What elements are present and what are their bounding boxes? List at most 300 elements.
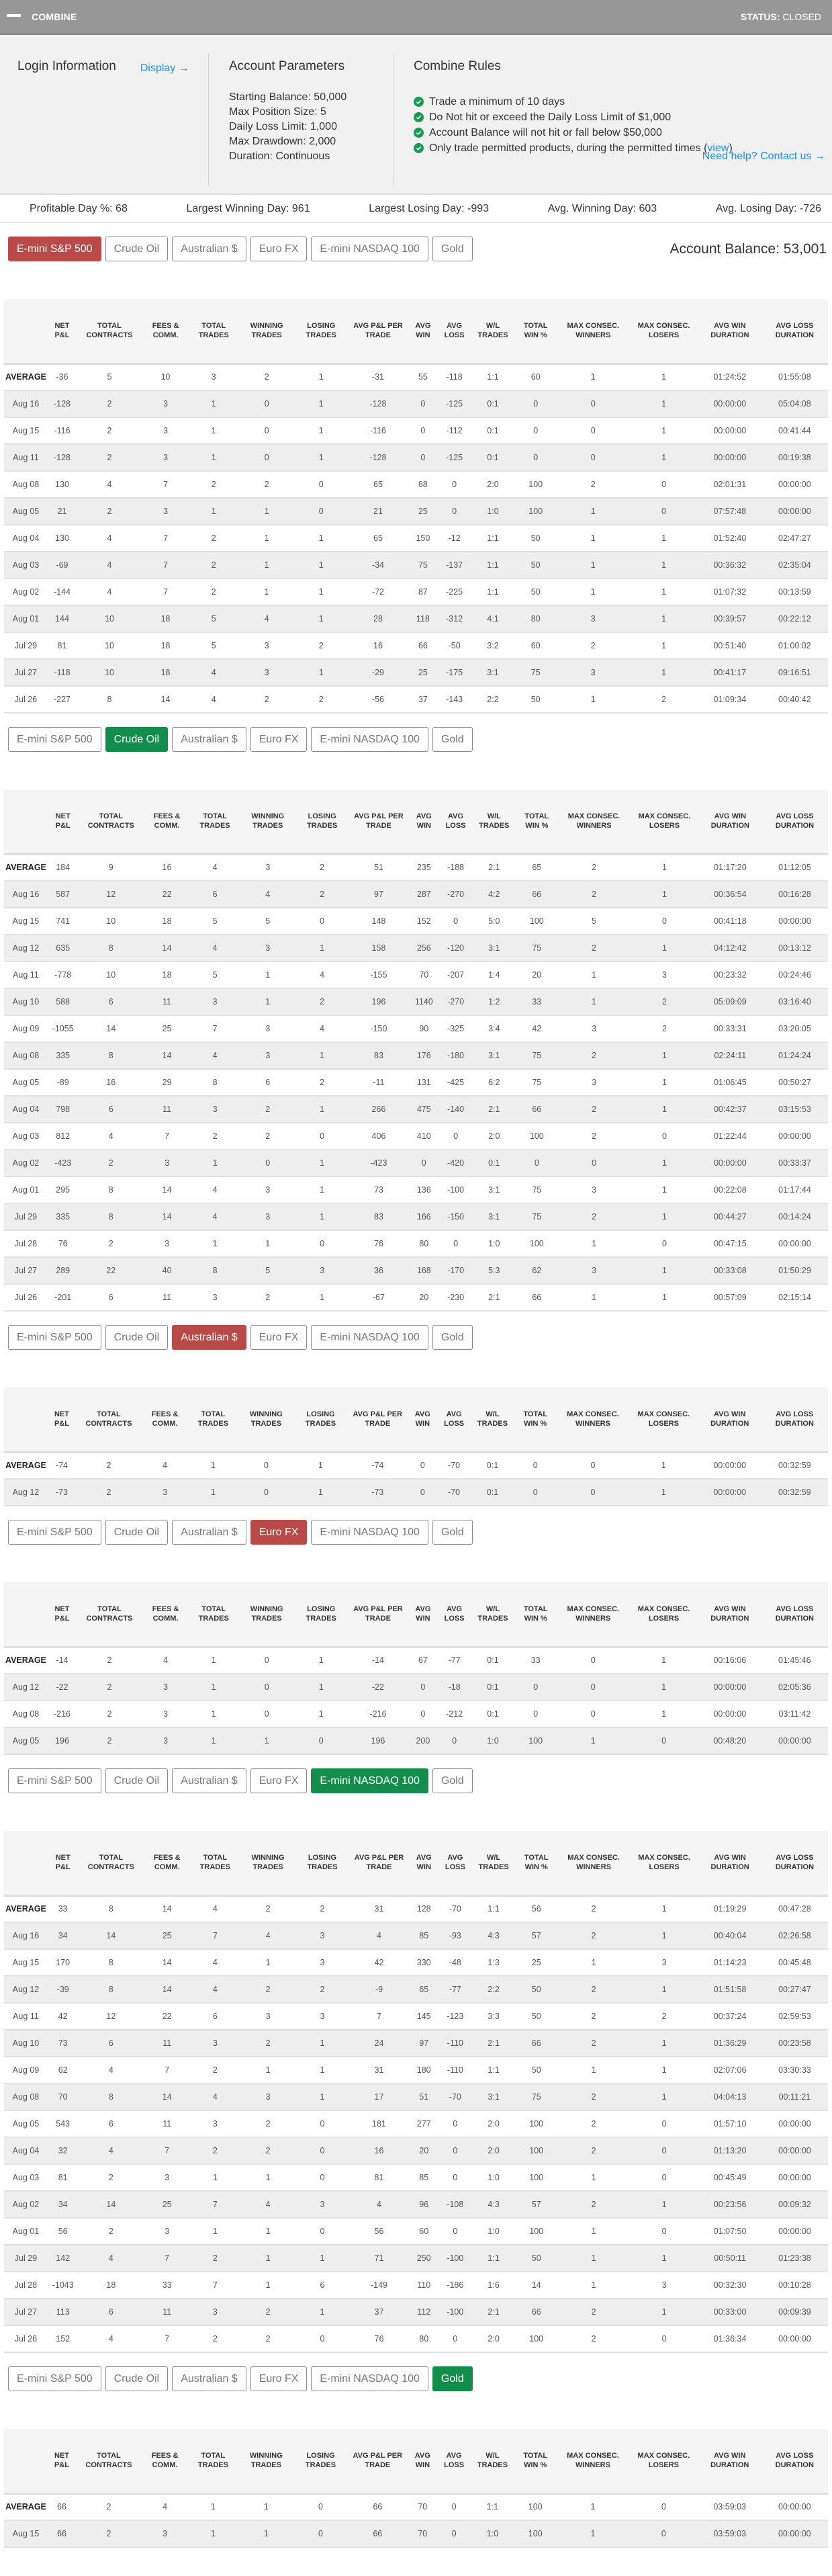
table-cell: 8 [78,1176,144,1203]
table-cell: 14 [144,1895,190,1922]
tab-e-mini-nasdaq-100[interactable]: E-mini NASDAQ 100 [311,237,428,261]
table-cell: 4 [190,1176,240,1203]
column-header: AVG WIN DURATION [710,1410,749,1428]
tab-euro-fx[interactable]: Euro FX [250,1520,308,1545]
table-cell: 142 [48,2245,79,2272]
table-cell: 0 [514,1701,557,1727]
combine-title: COMBINE [32,11,77,22]
tab-e-mini-nasdaq-100[interactable]: E-mini NASDAQ 100 [311,1768,428,1793]
table-cell: 18 [144,908,190,935]
table-cell: 128 [410,1895,438,1922]
column-header: AVG WIN DURATION [710,812,749,830]
table-cell: 0 [438,908,473,935]
tab-euro-fx[interactable]: Euro FX [250,2366,308,2391]
column-header: AVG WIN [414,1410,430,1428]
table-cell: 4:1 [471,605,514,632]
table-cell: 70 [409,961,438,988]
table-cell: 2 [76,1479,142,1506]
table-cell: 4:2 [473,881,516,908]
table-cell: 1 [630,2245,699,2272]
table-cell: 00:41:18 [699,908,761,935]
table-cell: 60 [410,2218,438,2245]
tab-e-mini-s-p-500[interactable]: E-mini S&P 500 [8,727,101,752]
tab-euro-fx[interactable]: Euro FX [250,1768,308,1793]
table-cell: 6 [296,2272,349,2299]
table-cell: 03:59:03 [698,2493,761,2520]
tab-euro-fx[interactable]: Euro FX [250,727,308,752]
table-cell: 4 [296,1015,349,1042]
tab-e-mini-s-p-500[interactable]: E-mini S&P 500 [8,1768,101,1793]
table-cell: 1 [188,2520,238,2547]
table-cell: 2:0 [472,2325,515,2352]
table-cell: 3 [144,2164,190,2191]
table-cell: 96 [410,2191,438,2218]
account-balance: Account Balance: 53,001 [669,241,827,257]
tab-crude-oil[interactable]: Crude Oil [105,1520,169,1545]
column-header: TOTAL CONTRACTS [86,322,133,340]
row-label: Aug 15 [4,2520,48,2547]
table-cell: 00:00:00 [761,2164,828,2191]
table-cell: 1 [295,552,347,578]
table-cell: 11 [144,2299,190,2325]
column-header: AVG WIN [415,1605,431,1623]
table-row [4,1701,828,1727]
table-cell: 406 [349,1123,410,1150]
table-cell: 6 [79,2030,144,2057]
table-cell: 4 [79,2057,144,2084]
column-header: W/L TRADES [477,322,508,340]
tab-e-mini-nasdaq-100[interactable]: E-mini NASDAQ 100 [311,1520,428,1545]
table-cell: 2 [296,1069,349,1096]
table-cell: 00:23:56 [698,2191,761,2218]
table-cell: 2 [190,2325,240,2352]
tab-e-mini-s-p-500[interactable]: E-mini S&P 500 [8,1325,101,1350]
table-cell: 01:17:44 [761,1176,828,1203]
table-cell: 0 [409,444,438,471]
table-cell: 76 [349,2325,410,2352]
table-row [4,1257,828,1284]
table-cell: 588 [48,988,79,1015]
table-cell: 14 [144,1042,190,1069]
tab-australian[interactable]: Australian $ [172,237,246,261]
tab-euro-fx[interactable]: Euro FX [250,1325,308,1350]
table-cell: 4 [79,2245,144,2272]
tab-crude-oil[interactable]: Crude Oil [105,1768,169,1793]
table-cell: 0 [438,1230,473,1257]
table-cell: 144 [48,605,77,632]
table-cell: -50 [437,632,471,659]
table-cell: 2 [557,632,629,659]
tab-crude-oil[interactable]: Crude Oil [105,727,169,752]
column-header: FEES & COMM. [151,2452,179,2470]
table-cell: 295 [48,1176,79,1203]
table-cell: 166 [409,1203,438,1230]
table-cell: -175 [437,659,471,686]
table-cell: 2 [76,1452,142,1479]
table-cell: 11 [144,1284,190,1311]
login-information-title: Login Information [17,59,116,73]
table-cell: 00:47:28 [761,1895,828,1922]
column-header: TOTAL CONTRACTS [87,1854,134,1872]
table-cell: 1 [558,1230,630,1257]
row-label: Aug 15 [4,1949,48,1976]
table-cell: -74 [347,1452,408,1479]
tab-crude-oil[interactable]: Crude Oil [105,2366,169,2391]
table-cell: 0 [238,390,295,417]
table-row [4,1479,828,1506]
table-cell: 3 [142,2520,188,2547]
table-cell: 2 [238,363,295,390]
table-cell: 2 [190,1123,240,1150]
tab-australian[interactable]: Australian $ [172,727,246,752]
column-header: MAX CONSEC. WINNERS [567,1854,620,1872]
table-cell: -270 [438,881,473,908]
collapse-minus-icon[interactable] [7,14,21,17]
column-header: LOSING TRADES [306,812,338,830]
table-cell: 75 [516,1203,558,1230]
table-cell: 2 [558,1123,630,1150]
table-cell: 80 [514,605,557,632]
table-cell: 66 [48,2520,76,2547]
table-cell: 0 [409,1674,438,1701]
table-cell: 1 [296,1203,349,1230]
table-cell: 4 [77,552,142,578]
tab-euro-fx[interactable]: Euro FX [250,237,308,261]
table-cell: 03:11:42 [761,1701,828,1727]
tab-crude-oil[interactable]: Crude Oil [105,1325,169,1350]
tab-e-mini-s-p-500[interactable]: E-mini S&P 500 [8,1520,101,1545]
display-login-link[interactable]: Display → [140,62,189,74]
table-cell: 8 [78,935,144,961]
table-cell: 4 [79,2137,144,2164]
product-stats-table [4,1831,828,2353]
table-cell: 1 [296,1176,349,1203]
column-header: TOTAL TRADES [199,1854,230,1872]
table-cell: 1 [295,1674,347,1701]
table-cell: 7 [142,471,189,498]
table-cell: 0 [409,1150,438,1176]
table-cell: 01:36:34 [698,2325,761,2352]
table-cell: 00:00:00 [761,471,828,498]
table-cell: 0 [557,417,629,444]
table-cell: 148 [349,908,410,935]
table-cell: 6 [78,988,144,1015]
table-cell: 01:13:20 [698,2137,761,2164]
table-cell: 00:09:32 [761,2191,828,2218]
table-cell: 1 [240,2218,296,2245]
table-cell: 55 [409,363,438,390]
table-cell: 110 [410,2272,438,2299]
table-cell: -225 [437,578,471,605]
table-cell: 5:0 [473,908,516,935]
table-header-row [4,1582,828,1647]
table-cell: 1 [629,1647,698,1674]
table-cell: 1 [557,2272,629,2299]
table-cell: 4 [189,686,238,713]
row-label: Aug 05 [4,1727,48,1754]
table-cell: 67 [409,1647,438,1674]
table-cell: 587 [48,881,79,908]
table-cell: 1 [295,659,347,686]
table-cell: 180 [410,2057,438,2084]
table-cell: 0 [295,498,347,525]
tab-e-mini-s-p-500[interactable]: E-mini S&P 500 [8,2366,101,2391]
table-cell: 50 [515,2057,557,2084]
row-label: Aug 04 [4,2137,48,2164]
table-cell: 2:2 [472,1976,515,2003]
table-cell: 1 [557,525,629,552]
table-cell: 0 [408,1479,437,1506]
table-cell: 1 [296,1284,349,1311]
table-cell: 1 [240,2272,296,2299]
column-header: FEES & COMM. [152,322,179,340]
table-cell: 02:07:06 [698,2057,761,2084]
column-header: TOTAL WIN % [524,1854,549,1872]
table-cell: 33 [516,988,558,1015]
table-cell: 4 [190,935,240,961]
table-cell: -140 [438,1096,473,1123]
table-cell: 22 [144,881,190,908]
table-cell: -123 [438,2003,473,2030]
table-cell: 0 [514,1452,557,1479]
product-tabs-row [4,2353,828,2391]
table-cell: 1 [630,1895,699,1922]
table-cell: 0 [296,908,349,935]
table-cell: 00:19:38 [761,444,828,471]
table-cell: 00:00:00 [698,1674,761,1701]
table-cell: 2 [558,1096,630,1123]
table-cell: 00:00:00 [761,1123,828,1150]
table-cell: 2 [557,2325,629,2352]
table-cell: 1:1 [471,525,514,552]
table-cell: -11 [349,1069,410,1096]
table-cell: 00:32:59 [761,1479,828,1506]
table-cell: 3 [630,2272,699,2299]
column-header: FEES & COMM. [152,1605,179,1623]
table-row [4,390,828,417]
table-cell: 1 [189,1727,238,1754]
table-cell: 1 [630,1284,698,1311]
contact-us-link[interactable]: Need help? Contact us → [702,151,825,162]
table-cell: 4:3 [472,2191,515,2218]
table-cell: 181 [349,2110,410,2137]
row-label: Jul 29 [4,2245,48,2272]
column-header: NET P&L [54,322,70,340]
table-cell: 00:00:00 [761,1230,828,1257]
table-cell: 3 [240,854,296,881]
column-header: W/L TRADES [479,812,510,830]
table-cell: 3 [557,659,629,686]
table-cell: 0 [438,2164,473,2191]
table-cell: -22 [48,1674,77,1701]
table-cell: 3 [142,1674,189,1701]
column-header: AVG LOSS [445,1854,465,1872]
tab-gold[interactable]: Gold [432,1768,473,1793]
tab-australian[interactable]: Australian $ [172,1325,246,1350]
table-cell: 0 [557,1647,629,1674]
table-cell: 05:04:08 [761,390,828,417]
tab-australian[interactable]: Australian $ [172,1520,246,1545]
table-cell: 4 [238,605,295,632]
table-cell: 335 [48,1203,79,1230]
account-parameters-column [208,54,393,185]
table-cell: 4 [190,1976,240,2003]
table-cell: -270 [438,988,473,1015]
table-cell: 00:41:17 [698,659,761,686]
table-cell: 01:07:50 [698,2218,761,2245]
table-cell: 00:36:32 [698,552,761,578]
table-cell: 100 [515,2164,557,2191]
column-header: TOTAL WIN % [523,1410,548,1428]
tab-gold[interactable]: Gold [432,1325,473,1350]
table-cell: -56 [347,686,408,713]
table-cell: 31 [349,1895,410,1922]
table-cell: 0 [296,2218,349,2245]
row-label: Aug 10 [4,2030,48,2057]
tab-gold[interactable]: Gold [432,727,473,752]
tab-crude-oil[interactable]: Crude Oil [105,237,169,261]
tab-australian[interactable]: Australian $ [172,1768,246,1793]
row-label: Aug 05 [4,1069,48,1096]
table-cell: 1 [557,2493,629,2520]
column-header: AVG P&L PER TRADE [353,1605,403,1623]
table-cell: 75 [516,1069,558,1096]
table-cell: 2 [557,471,629,498]
column-header: AVG WIN [415,322,431,340]
table-cell: 0 [630,2325,699,2352]
average-row [4,363,828,390]
table-cell: 1 [295,525,347,552]
view-permitted-times-link[interactable]: view [707,142,729,154]
column-header: TOTAL TRADES [198,1605,229,1623]
table-row [4,2137,828,2164]
table-cell: 3 [240,935,296,961]
table-row [4,1203,828,1230]
table-row [4,1096,828,1123]
product-tabs-row [4,1312,828,1350]
table-cell: 1 [629,578,698,605]
tab-gold[interactable]: Gold [432,2366,473,2391]
table-cell: 5 [240,908,296,935]
product-tabs [8,727,473,752]
table-cell: 11 [144,988,190,1015]
tab-e-mini-nasdaq-100[interactable]: E-mini NASDAQ 100 [311,1325,428,1350]
table-cell: 5 [189,605,238,632]
table-cell: -67 [349,1284,410,1311]
table-cell: 2 [296,854,349,881]
table-row [4,2299,828,2325]
table-cell: 00:00:00 [698,1479,761,1506]
table-cell: 12 [79,2003,144,2030]
table-cell: 65 [347,471,408,498]
table-cell: 18 [142,659,189,686]
table-cell: 01:14:23 [698,1949,761,1976]
table-cell: 4 [142,1647,189,1674]
table-cell: 02:24:11 [699,1042,761,1069]
table-cell: 3:1 [473,935,516,961]
table-cell: 2:1 [473,1096,516,1123]
table-row [4,2164,828,2191]
table-cell: 00:00:00 [761,2110,828,2137]
table-cell: 0 [296,2164,349,2191]
tab-gold[interactable]: Gold [432,237,473,261]
table-cell: 02:15:14 [761,1284,828,1311]
table-cell: 1 [238,1727,295,1754]
table-cell: 3 [558,1015,630,1042]
table-cell: 1 [296,1096,349,1123]
table-cell: 0 [629,2493,698,2520]
table-cell: 2 [77,390,142,417]
tab-e-mini-nasdaq-100[interactable]: E-mini NASDAQ 100 [311,727,428,752]
tab-e-mini-nasdaq-100[interactable]: E-mini NASDAQ 100 [311,2366,428,2391]
column-header: AVG WIN [416,812,432,830]
table-cell: 0:1 [471,417,514,444]
table-cell: 4:3 [472,1922,515,1949]
table-cell: 2 [190,2137,240,2164]
table-cell: 1 [629,1701,698,1727]
table-cell: 1 [238,578,295,605]
product-section [0,1312,832,1506]
table-cell: 1:1 [472,1895,515,1922]
table-cell: 5 [77,363,142,390]
column-header: WINNING TRADES [251,812,285,830]
table-cell: 1 [630,854,698,881]
table-cell: 543 [48,2110,79,2137]
column-header: FEES & COMM. [153,812,181,830]
table-cell: 76 [349,1230,410,1257]
table-cell: 68 [409,471,438,498]
table-cell: 25 [144,1922,190,1949]
table-cell: 0 [409,390,438,417]
table-cell: -425 [438,1069,473,1096]
table-cell: 11 [144,2030,190,2057]
table-cell: 1:1 [471,363,514,390]
table-cell: 01:23:38 [761,2245,828,2272]
column-header: AVG P&L PER TRADE [353,322,403,340]
tab-australian[interactable]: Australian $ [172,2366,246,2391]
table-cell: 0 [630,1123,698,1150]
table-cell: 0 [296,2325,349,2352]
column-header: FEES & COMM. [151,1410,179,1428]
table-cell: 2 [77,444,142,471]
table-cell: 00:50:27 [761,1069,828,1096]
table-cell: 0 [514,390,557,417]
table-cell: 3 [296,1949,349,1976]
column-header: AVG P&L PER TRADE [354,812,404,830]
table-cell: 3 [240,2084,296,2110]
table-cell: 00:32:59 [761,1452,828,1479]
table-cell: 20 [410,2137,438,2164]
table-cell: 1 [189,1674,238,1701]
table-cell: -18 [437,1674,471,1701]
table-cell: 1 [629,444,698,471]
table-cell: 01:09:34 [698,686,761,713]
tab-gold[interactable]: Gold [432,1520,473,1545]
row-label: AVERAGE [4,2493,48,2520]
table-cell: 2 [557,2110,629,2137]
row-label: AVERAGE [4,1452,48,1479]
table-cell: -128 [347,390,408,417]
table-cell: 4 [240,881,296,908]
table-cell: -207 [438,961,473,988]
table-cell: 0 [630,2137,699,2164]
table-cell: 2 [240,2137,296,2164]
table-cell: 28 [347,605,408,632]
row-label: Aug 11 [4,961,48,988]
tab-e-mini-s-p-500[interactable]: E-mini S&P 500 [8,237,101,261]
column-header: WINNING TRADES [249,1410,283,1428]
table-cell: 75 [514,659,557,686]
